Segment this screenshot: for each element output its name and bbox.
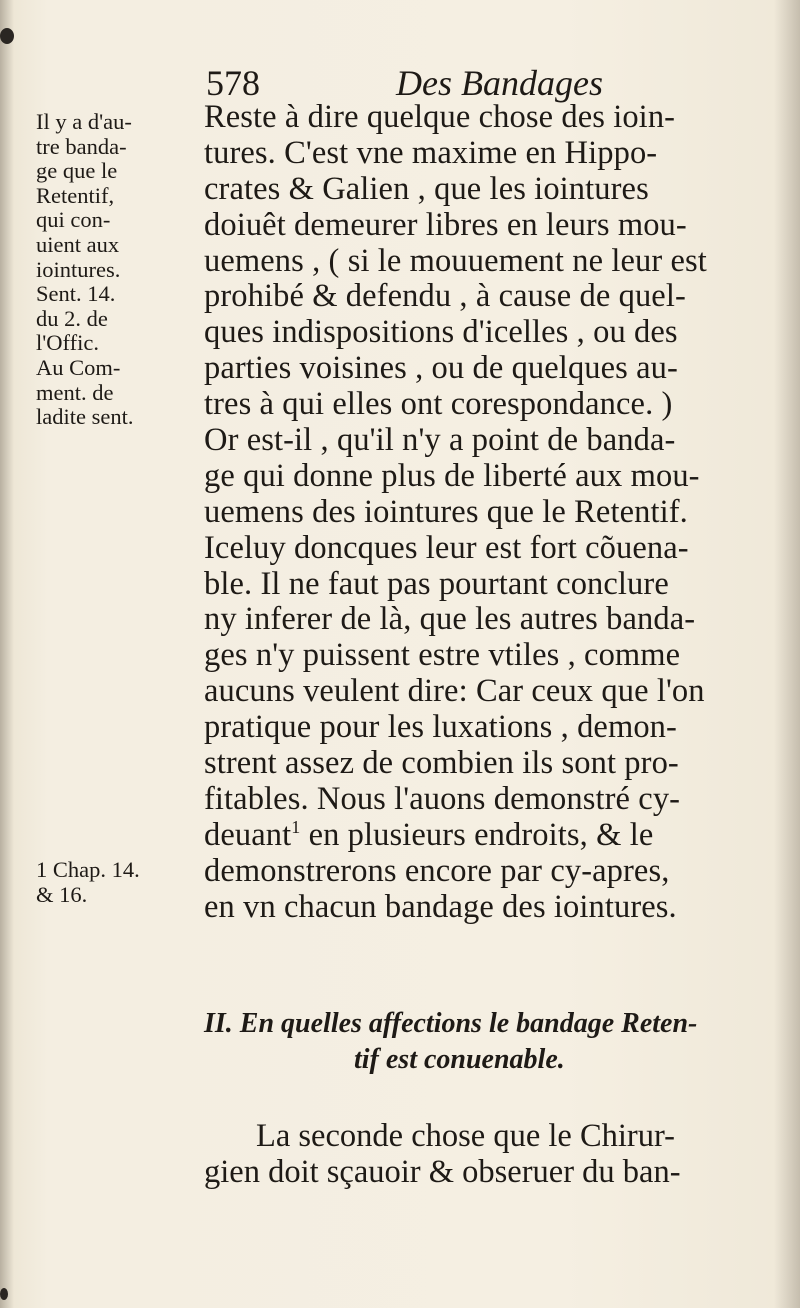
- heading-line: tif est conuenable.: [354, 1044, 565, 1075]
- margin-note-line: ladite sent.: [36, 404, 134, 430]
- text-line: strent assez de combien ils sont pro-: [204, 745, 679, 782]
- text-line: ny inferer de là, que les autres banda-: [204, 601, 696, 638]
- text-line: prohibé & defendu , à cause de quel-: [204, 278, 686, 315]
- text-line: Or est-il , qu'il n'y a point de banda-: [204, 422, 676, 459]
- margin-note-line: Il y a d'au-: [36, 109, 132, 134]
- margin-note-line: qui con-: [36, 207, 111, 233]
- margin-note-line: tre banda-: [36, 133, 127, 159]
- ink-spot: [0, 28, 14, 44]
- text-line: doiuêt demeurer libres en leurs mou-: [204, 206, 687, 243]
- margin-note-line: ge que le: [36, 158, 118, 184]
- heading-line: II. En quelles affections le bandage Reten-: [204, 1008, 698, 1039]
- text-fragment: deuant: [204, 816, 292, 853]
- text-line: uemens , ( si le mouuement ne leur est: [204, 242, 707, 279]
- text-line: ble. Il ne faut pas pourtant conclure: [204, 565, 669, 602]
- margin-note-line: & 16.: [36, 881, 88, 907]
- running-title: Des Bandages: [396, 63, 603, 103]
- page-left-shadow: [0, 0, 14, 1308]
- margin-note-line: iointures.: [36, 256, 121, 282]
- section-heading: [204, 1006, 764, 1078]
- footnote-marker: 1: [291, 816, 301, 837]
- text-line: Iceluy doncques leur est fort cõuena-: [204, 529, 689, 566]
- page-number: 578: [206, 63, 260, 103]
- text-line: ges n'y puissent estre vtiles , comme: [204, 637, 681, 674]
- text-line: tres à qui elles ont corespondance. ): [204, 386, 673, 423]
- margin-note: [36, 110, 200, 430]
- text-fragment: en plusieurs endroits, & le: [300, 816, 654, 853]
- margin-note-line: du 2. de: [36, 305, 108, 331]
- text-line: ques indispositions d'icelles , ou des: [204, 314, 678, 351]
- margin-note-line: Au Com-: [36, 354, 121, 380]
- margin-note-line: Sent. 14.: [36, 281, 116, 307]
- text-line: aucuns veulent dire: Car ceux que l'on: [204, 673, 705, 710]
- section-body-text: [204, 1118, 770, 1190]
- ink-spot: [0, 1288, 8, 1300]
- text-line: Reste à dire quelque chose des ioin-: [204, 99, 676, 135]
- text-line: [204, 818, 770, 854]
- text-line: crates & Galien , que les iointures: [204, 170, 649, 207]
- margin-note-line: ment. de: [36, 379, 114, 405]
- body-text: [204, 100, 770, 925]
- text-line: ge qui donne plus de liberté aux mou-: [204, 457, 700, 494]
- text-line: parties voisines , ou de quelques au-: [204, 350, 678, 387]
- text-line: tures. C'est vne maxime en Hippo-: [204, 134, 658, 171]
- text-line: gien doit sçauoir & obseruer du ban-: [204, 1153, 681, 1190]
- page-right-shadow: [774, 0, 800, 1308]
- text-line: fitables. Nous l'auons demonstré cy-: [204, 780, 681, 817]
- text-line: uemens des iointures que le Retentif.: [204, 493, 688, 530]
- text-line: en vn chacun bandage des iointures.: [204, 888, 677, 925]
- margin-note-line: uient aux: [36, 231, 120, 257]
- margin-note-line: l'Offic.: [36, 330, 99, 356]
- margin-note-line: 1 Chap. 14.: [36, 857, 140, 882]
- text-line: demonstrerons encore par cy-apres,: [204, 852, 670, 889]
- text-line: La seconde chose que le Chirur-: [256, 1118, 675, 1154]
- margin-note-line: Retentif,: [36, 182, 115, 208]
- margin-note-reference: [36, 858, 200, 907]
- text-line: pratique pour les luxations , demon-: [204, 709, 677, 746]
